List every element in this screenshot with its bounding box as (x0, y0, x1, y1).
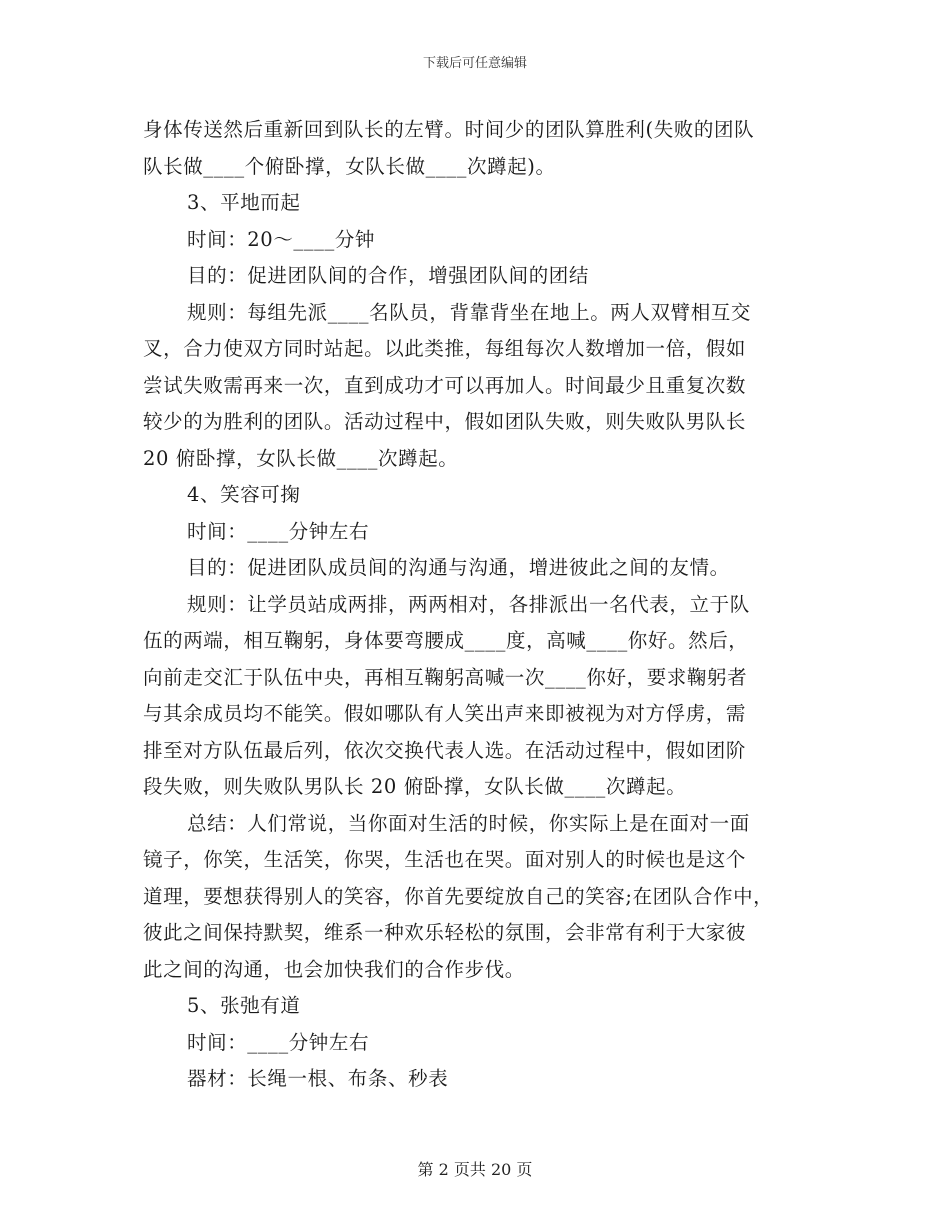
section-heading: 5、张弛有道 (187, 994, 301, 1017)
body-line: 段失败，则失败队男队长 20 俯卧撑，女队长做____次蹲起。 (143, 775, 687, 798)
body-line: 此之间的沟通，也会加快我们的合作步伐。 (143, 957, 525, 981)
body-line: 彼此之间保持默契，维系一种欢乐轻松的氛围，会非常有利于大家彼 (143, 921, 747, 944)
section-heading: 3、平地而起 (187, 191, 301, 214)
page-header: 下载后可任意编辑 (422, 56, 527, 71)
body-line: 目的：促进团队成员间的沟通与沟通，增进彼此之间的友情。 (187, 556, 730, 579)
body-line: 时间：____分钟左右 (187, 519, 370, 543)
body-line: 较少的为胜利的团队。活动过程中，假如团队失败，则失败队男队长 (143, 410, 747, 433)
section-heading: 4、笑容可掬 (187, 483, 301, 506)
body-line: 与其余成员均不能笑。假如哪队有人笑出声来即被视为对方俘虏，需 (143, 702, 747, 725)
body-line: 尝试失败需再来一次，直到成功才可以再加人。时间最少且重复次数 (143, 373, 747, 397)
body-line: 排至对方队伍最后列，依次交换代表人选。在活动过程中，假如团阶 (143, 738, 747, 762)
body-line: 镜子，你笑，生活笑，你哭，生活也在哭。面对别人的时候也是这个 (143, 848, 747, 871)
body-line: 身体传送然后重新回到队长的左臂。时间少的团队算胜利(失败的团队 (143, 118, 755, 141)
body-line: 规则：每组先派____名队员，背靠背坐在地上。两人双臂相互交 (187, 300, 752, 324)
page-footer: 第 2 页共 20 页 (417, 1160, 533, 1179)
body-line: 时间：____分钟左右 (187, 1030, 370, 1054)
body-line: 时间：20～____分钟 (187, 227, 376, 251)
body-line: 总结：人们常说，当你面对生活的时候，你实际上是在面对一面 (187, 811, 750, 835)
body-line: 向前走交汇于队伍中央，再相互鞠躬高喊一次____你好，要求鞠躬者 (143, 665, 748, 689)
body-line: 道理，要想获得别人的笑容，你首先要绽放自己的笑容;在团队合作中， (143, 884, 774, 908)
body-line: 队长做____个俯卧撑，女队长做____次蹲起)。 (143, 154, 556, 178)
body-line: 目的：促进团队间的合作，增强团队间的团结 (187, 264, 590, 287)
body-line: 器材：长绳一根、布条、秒表 (187, 1067, 449, 1090)
body-line: 20 俯卧撑，女队长做____次蹲起。 (143, 446, 459, 470)
body-line: 叉，合力使双方同时站起。以此类推，每组每次人数增加一倍，假如 (143, 337, 747, 360)
body-line: 伍的两端，相互鞠躬，身体要弯腰成____度，高喊____你好。然后， (143, 629, 749, 652)
document-body (143, 112, 808, 1098)
body-line: 规则：让学员站成两排，两两相对，各排派出一名代表，立于队 (187, 592, 750, 616)
